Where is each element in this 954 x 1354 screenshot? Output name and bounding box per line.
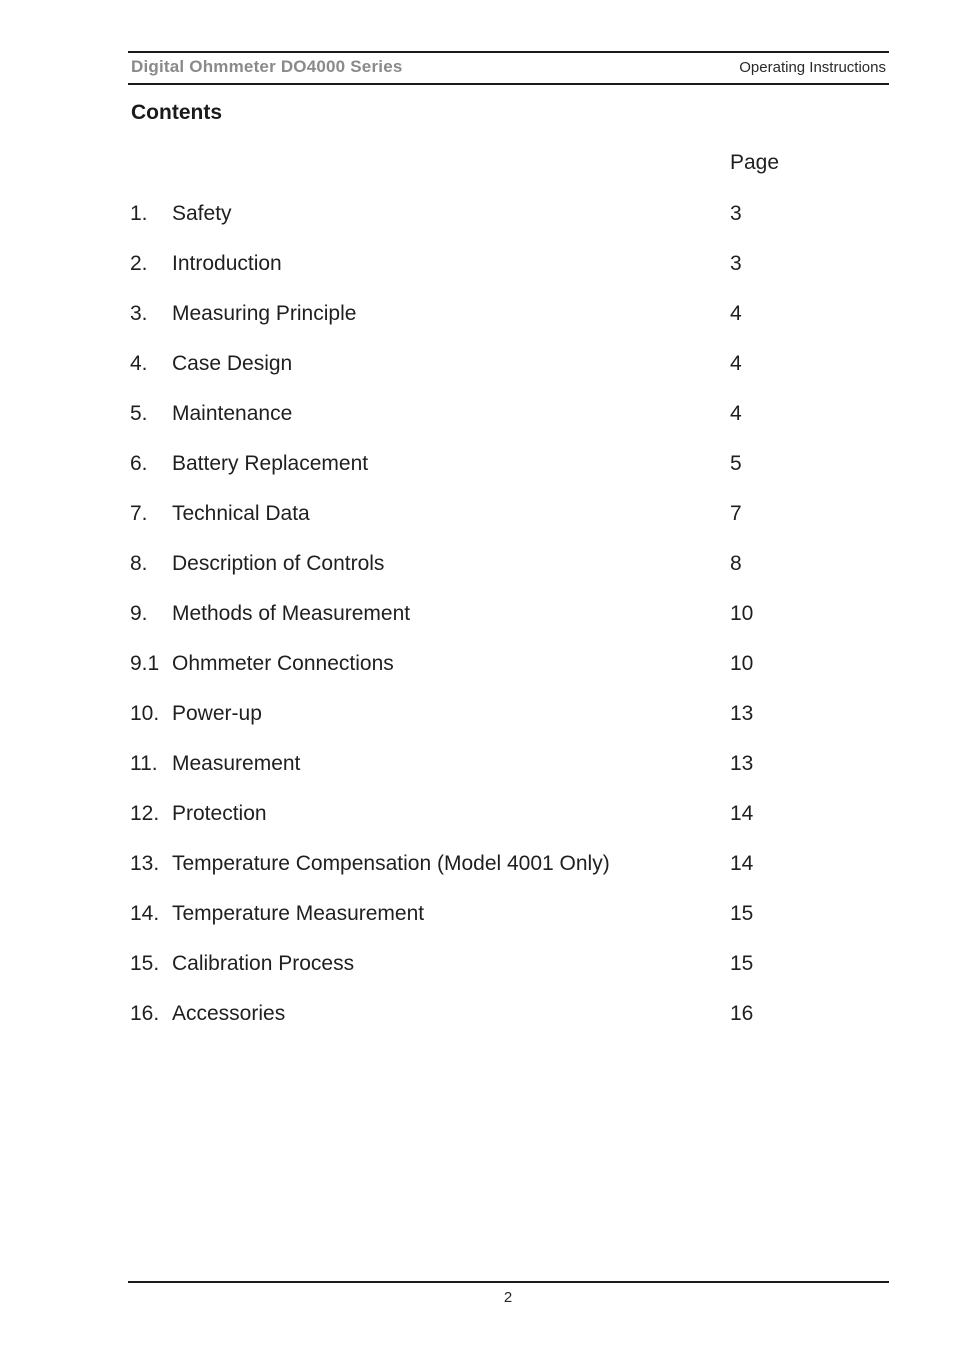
toc-entry	[130, 400, 830, 450]
toc-entry-title: Ohmmeter Connections	[172, 652, 394, 675]
toc-entry-page: 10	[730, 652, 754, 675]
toc-entry-page: 13	[730, 752, 754, 775]
toc-entry-number: 3.	[130, 302, 148, 325]
footer-rule	[128, 1281, 889, 1283]
toc-entry	[130, 950, 830, 1000]
toc-entry-page: 15	[730, 952, 754, 975]
toc-entry-title: Temperature Measurement	[172, 902, 425, 925]
toc-entry-number: 1.	[130, 202, 148, 225]
toc-entry-title: Safety	[172, 202, 232, 225]
toc-entry-number: 4.	[130, 352, 148, 375]
toc-entry-title: Protection	[172, 802, 267, 825]
toc-entry-number: 15.	[130, 952, 160, 975]
toc-entry	[130, 200, 830, 250]
toc-entry-title: Description of Controls	[172, 552, 385, 575]
toc-entry-page: 8	[730, 552, 742, 575]
toc-entry-number: 7.	[130, 502, 148, 525]
toc-entry	[130, 750, 830, 800]
toc-entry-title: Measuring Principle	[172, 302, 357, 325]
toc-entry-page: 3	[730, 252, 742, 275]
toc-entry-page: 14	[730, 852, 754, 875]
toc-entry-title: Temperature Compensation (Model 4001 Only)	[172, 852, 610, 875]
toc-entry-page: 15	[730, 902, 754, 925]
toc-entry-page: 13	[730, 702, 754, 725]
toc-entry-number: 5.	[130, 402, 148, 425]
toc-entry	[130, 650, 830, 700]
toc-entry	[130, 250, 830, 300]
toc-entry	[130, 550, 830, 600]
toc-entry	[130, 600, 830, 650]
toc-entry	[130, 1000, 830, 1050]
toc-entry-title: Power-up	[172, 702, 262, 725]
toc-entry-title: Battery Replacement	[172, 452, 369, 475]
toc-entry	[130, 500, 830, 550]
toc-entry-page: 3	[730, 202, 742, 225]
toc-entry-number: 11.	[130, 752, 158, 775]
toc-entry-number: 9.	[130, 602, 148, 625]
toc-entry-number: 13.	[130, 852, 160, 875]
toc-entry-title: Maintenance	[172, 402, 293, 425]
toc-entry-number: 8.	[130, 552, 148, 575]
toc-entry-page: 16	[730, 1002, 754, 1025]
toc-entry-page: 5	[730, 452, 742, 475]
toc-entry-number: 16.	[130, 1002, 160, 1025]
toc-entry-title: Measurement	[172, 752, 301, 775]
toc-entry-number: 12.	[130, 802, 160, 825]
toc-entry-number: 14.	[130, 902, 160, 925]
toc-entry-page: 10	[730, 602, 754, 625]
page-number: 2	[503, 1289, 513, 1306]
toc-entry-title: Technical Data	[172, 502, 310, 525]
toc-entry-title: Introduction	[172, 252, 282, 275]
document-series-title: Digital Ohmmeter DO4000 Series	[131, 57, 403, 76]
toc-entry	[130, 800, 830, 850]
toc-entry-page: 4	[730, 402, 742, 425]
toc-entry-page: 14	[730, 802, 754, 825]
toc-entry	[130, 850, 830, 900]
header-top-rule	[128, 51, 889, 53]
toc-entry-page: 7	[730, 502, 742, 525]
toc-entry	[130, 350, 830, 400]
document-type-label: Operating Instructions	[739, 59, 886, 76]
toc-entry-title: Calibration Process	[172, 952, 355, 975]
toc-entry	[130, 450, 830, 500]
toc-entry-title: Case Design	[172, 352, 293, 375]
toc-entry-page: 4	[730, 302, 742, 325]
toc-entry	[130, 700, 830, 750]
toc-entry-title: Methods of Measurement	[172, 602, 411, 625]
toc-entry-number: 6.	[130, 452, 148, 475]
toc-entry-number: 10.	[130, 702, 160, 725]
page-column-label: Page	[730, 151, 780, 174]
toc-entry-page: 4	[730, 352, 742, 375]
toc-entry	[130, 900, 830, 950]
toc-entry-title: Accessories	[172, 1002, 286, 1025]
toc-entry	[130, 300, 830, 350]
toc-entry-number: 9.1	[130, 652, 160, 675]
header-bottom-rule	[128, 83, 889, 85]
table-of-contents	[130, 200, 830, 1050]
toc-entry-number: 2.	[130, 252, 148, 275]
contents-heading: Contents	[131, 101, 222, 124]
